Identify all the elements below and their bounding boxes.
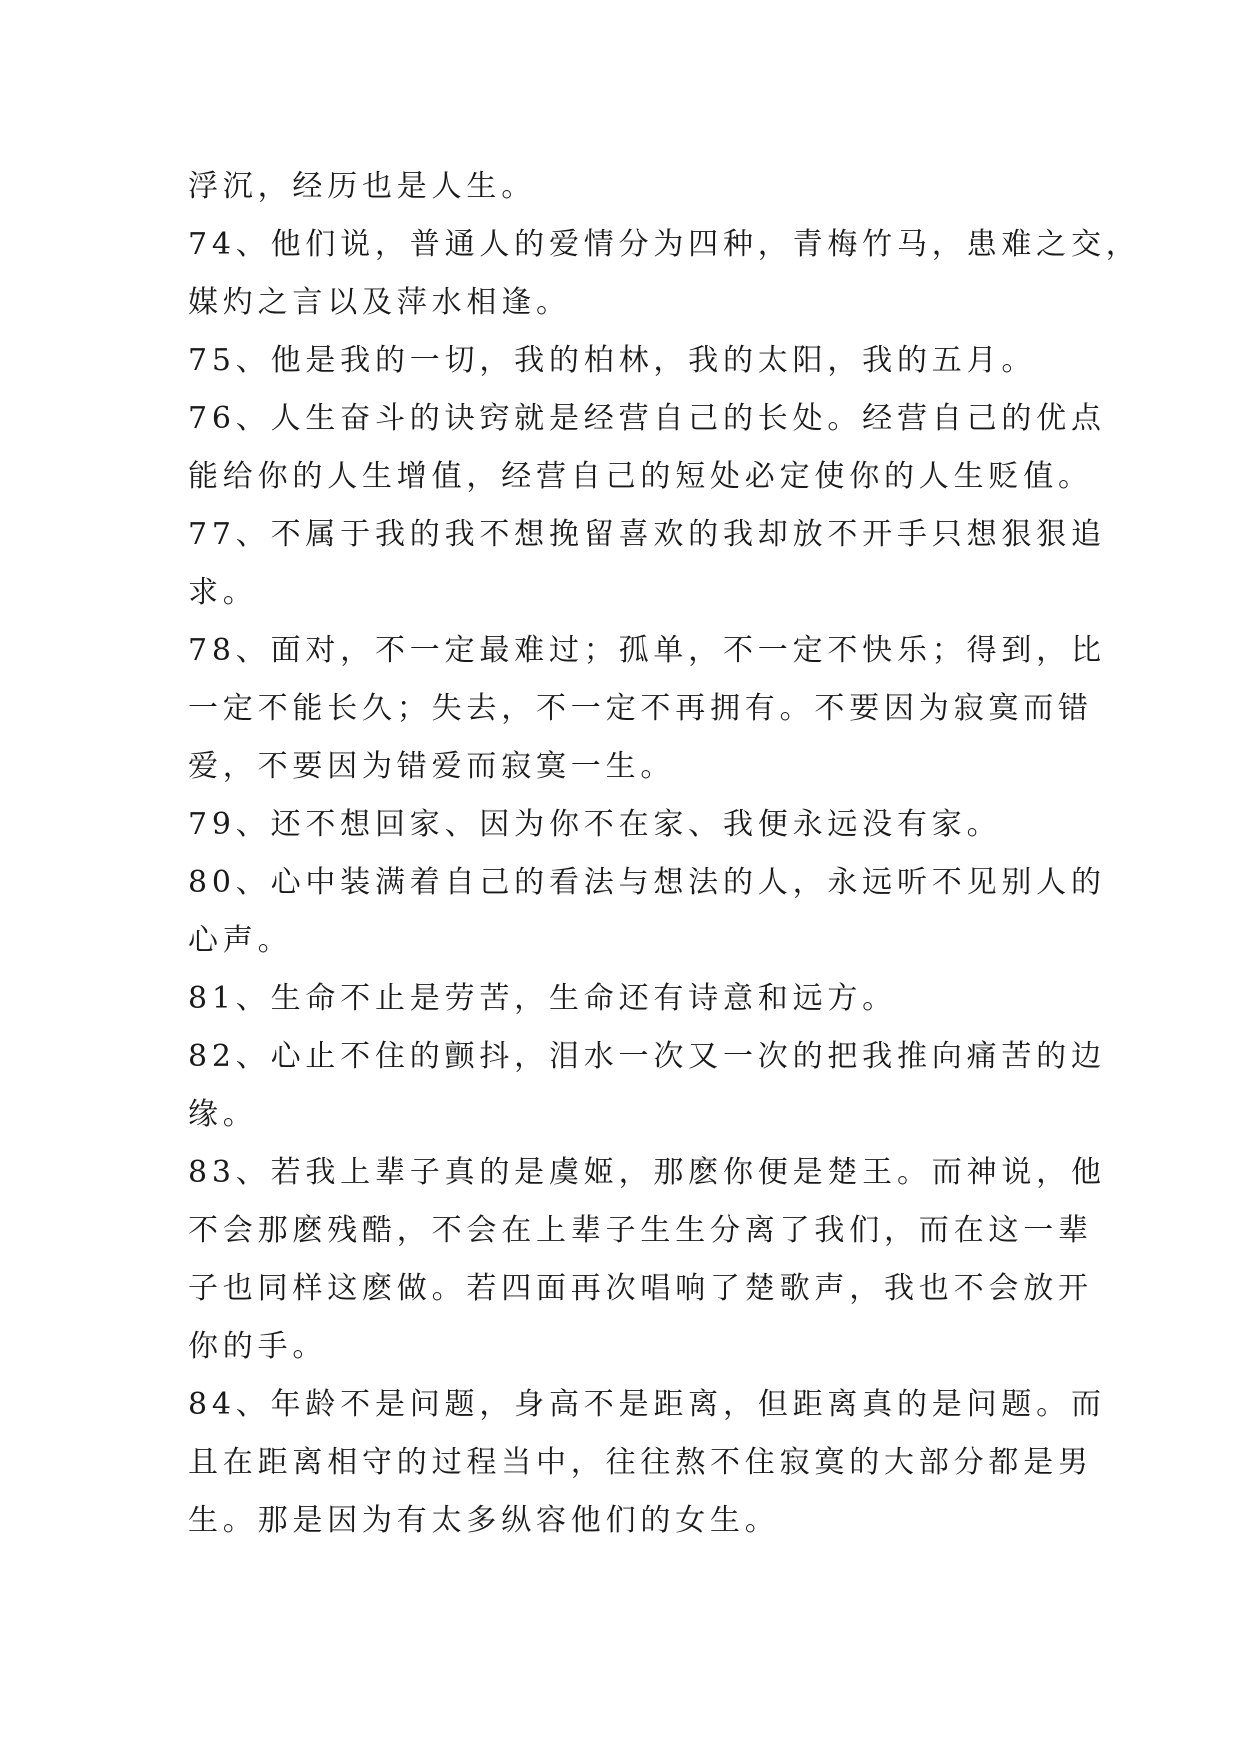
text-line: 浮沉，经历也是人生。 [188, 169, 536, 204]
text-line: 爱，不要因为错爱而寂寞一生。 [188, 749, 676, 784]
text-line: 84、年龄不是问题，身高不是距离，但距离真的是问题。而 [188, 1387, 1106, 1422]
text-line: 79、还不想回家、因为你不在家、我便永远没有家。 [188, 807, 1002, 842]
text-line: 一定不能长久；失去，不一定不再拥有。不要因为寂寞而错 [188, 691, 1093, 726]
text-line: 不会那麽残酷，不会在上辈子生生分离了我们，而在这一辈 [188, 1213, 1093, 1248]
text-line: 77、不属于我的我不想挽留喜欢的我却放不开手只想狠狠追 [188, 517, 1106, 552]
text-line: 能给你的人生增值，经营自己的短处必定使你的人生贬值。 [188, 459, 1093, 494]
text-line: 83、若我上辈子真的是虞姬，那麽你便是楚王。而神说，他 [188, 1155, 1106, 1190]
text-line: 且在距离相守的过程当中，往往熬不住寂寞的大部分都是男 [188, 1445, 1093, 1480]
text-line: 求。 [188, 575, 258, 610]
text-line: 81、生命不止是劳苦，生命还有诗意和远方。 [188, 981, 897, 1016]
text-line: 82、心止不住的颤抖，泪水一次又一次的把我推向痛苦的边 [188, 1039, 1106, 1074]
text-line: 76、人生奋斗的诀窍就是经营自己的长处。经营自己的优点 [188, 401, 1106, 436]
text-line: 心声。 [188, 923, 293, 958]
text-line: 你的手。 [188, 1329, 328, 1364]
text-line: 缘。 [188, 1097, 258, 1132]
text-line: 媒灼之言以及萍水相逢。 [188, 285, 571, 320]
text-line: 生。那是因为有太多纵容他们的女生。 [188, 1503, 780, 1538]
document-body [188, 158, 1141, 1550]
text-line: 子也同样这麽做。若四面再次唱响了楚歌声，我也不会放开 [188, 1271, 1093, 1306]
text-line: 80、心中装满着自己的看法与想法的人，永远听不见别人的 [188, 865, 1106, 900]
text-line: 74、他们说，普通人的爱情分为四种，青梅竹马，患难之交， [188, 227, 1141, 262]
text-line: 78、面对，不一定最难过；孤单，不一定不快乐；得到，比 [188, 633, 1106, 668]
text-line: 75、他是我的一切，我的柏林，我的太阳，我的五月。 [188, 343, 1037, 378]
